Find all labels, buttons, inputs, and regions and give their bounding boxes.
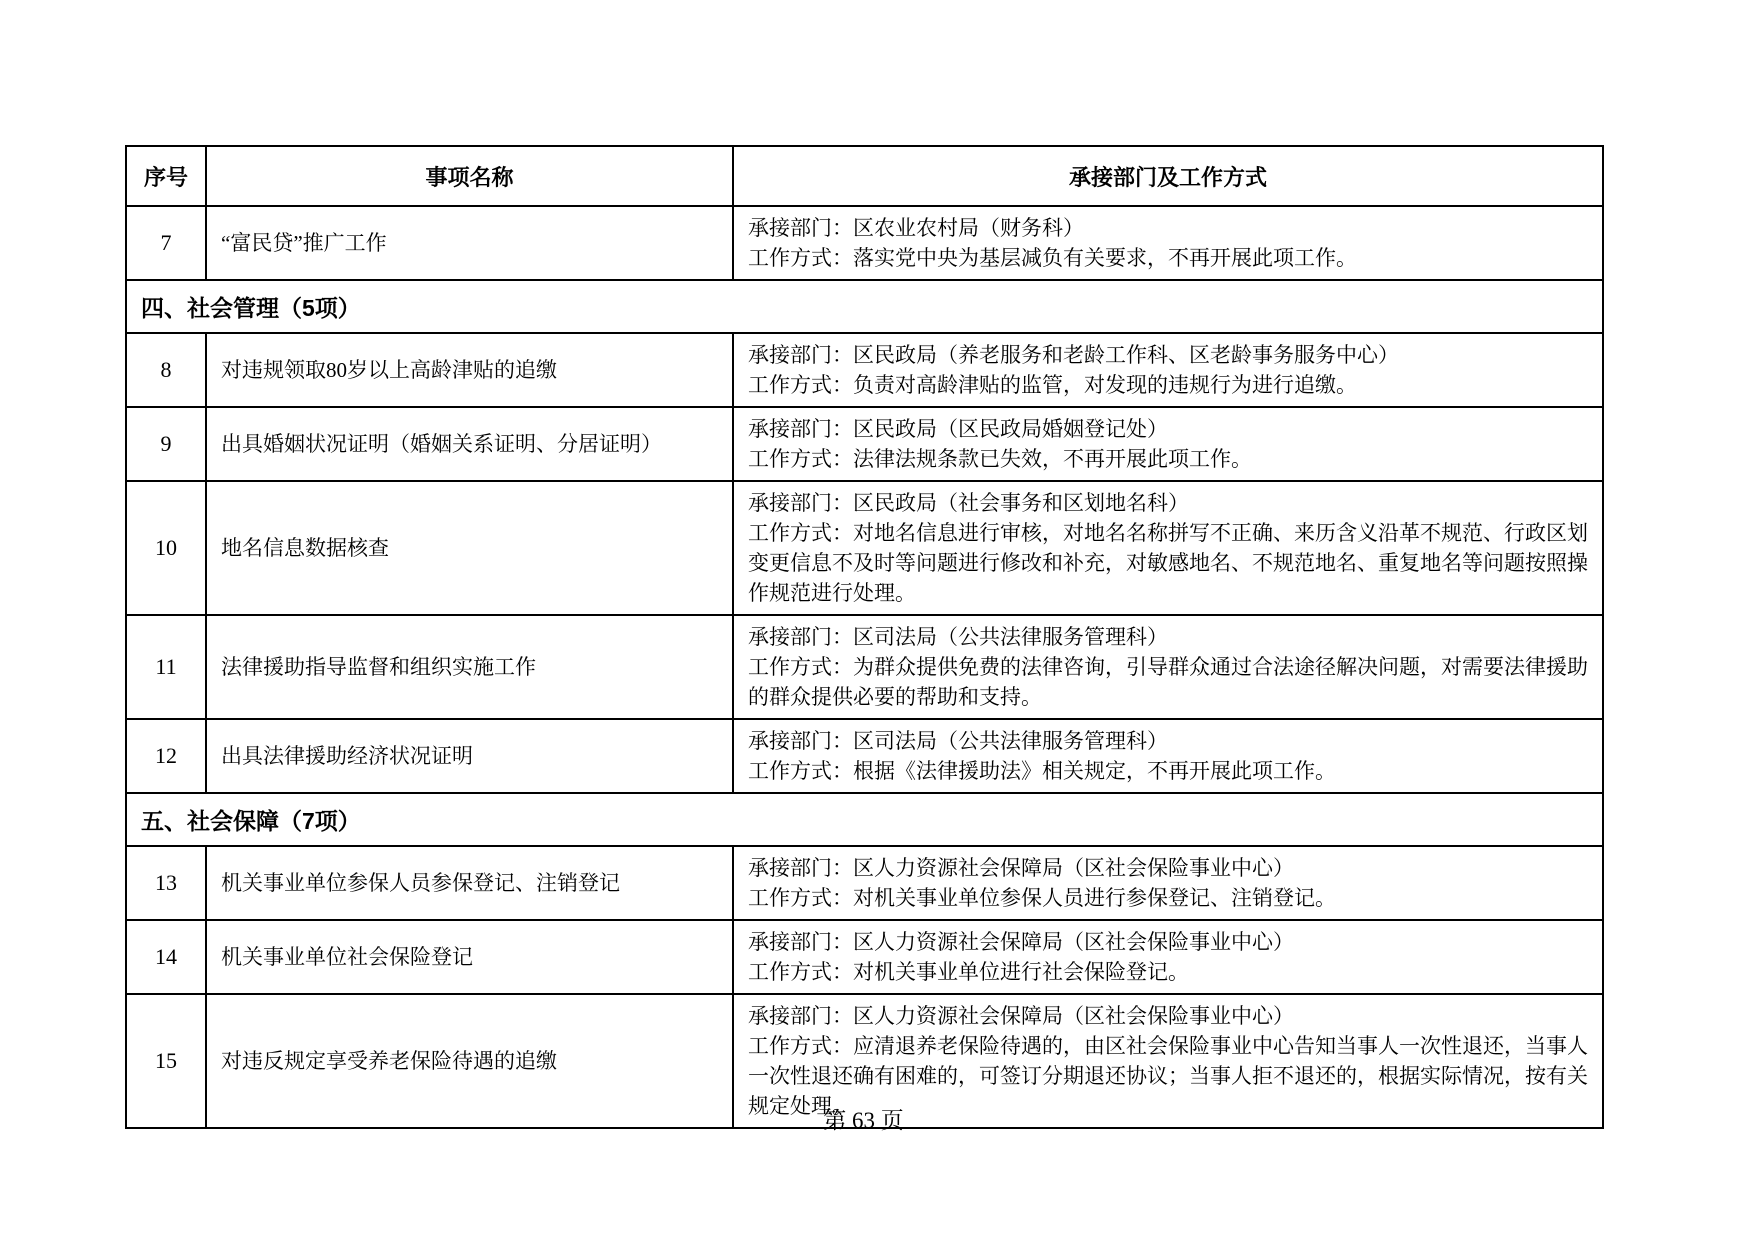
table-row (126, 920, 1603, 994)
dept-method-cell (733, 481, 1603, 615)
dept-method-cell (733, 719, 1603, 793)
dept-method-cell (733, 615, 1603, 719)
method-line: 工作方式：应清退养老保险待遇的，由区社会保险事业中心告知当事人一次性退还，当事人一次性退还确有困难的，可签订分期退还协议；当事人拒不退还的，根据实际情况，按有关规定处理。 (748, 1034, 1588, 1118)
table-row (126, 333, 1603, 407)
method-line: 工作方式：对机关事业单位进行社会保险登记。 (748, 960, 1189, 984)
table-row (126, 719, 1603, 793)
row-number-cell: 14 (126, 920, 206, 994)
dept-line: 承接部门：区民政局（养老服务和老龄工作科、区老龄事务服务中心） (748, 343, 1399, 367)
dept-line: 承接部门：区司法局（公共法律服务管理科） (748, 729, 1168, 753)
item-name-cell: 对违规领取80岁以上高龄津贴的追缴 (206, 333, 733, 407)
item-name-cell: 出具婚姻状况证明（婚姻关系证明、分居证明） (206, 407, 733, 481)
item-name-cell: 出具法律援助经济状况证明 (206, 719, 733, 793)
dept-line: 承接部门：区人力资源社会保障局（区社会保险事业中心） (748, 856, 1294, 880)
reassignment-items-table (125, 145, 1604, 1129)
method-line: 工作方式：落实党中央为基层减负有关要求，不再开展此项工作。 (748, 246, 1357, 270)
dept-line: 承接部门：区民政局（社会事务和区划地名科） (748, 491, 1189, 515)
dept-line: 承接部门：区农业农村局（财务科） (748, 216, 1084, 240)
col-header-dept: 承接部门及工作方式 (733, 146, 1603, 206)
section-title: 四、社会管理（5项） (126, 280, 1603, 333)
row-number-cell: 8 (126, 333, 206, 407)
dept-method-cell (733, 920, 1603, 994)
dept-method-cell (733, 846, 1603, 920)
dept-line: 承接部门：区民政局（区民政局婚姻登记处） (748, 417, 1168, 441)
item-name-cell: 机关事业单位参保人员参保登记、注销登记 (206, 846, 733, 920)
table-row (126, 481, 1603, 615)
method-line: 工作方式：为群众提供免费的法律咨询，引导群众通过合法途径解决问题，对需要法律援助的群众提供必要的帮助和支持。 (748, 655, 1588, 709)
method-line: 工作方式：对地名信息进行审核，对地名名称拼写不正确、来历含义沿革不规范、行政区划变更信息不及时等问题进行修改和补充，对敏感地名、不规范地名、重复地名等问题按照操作规范进行处理。 (748, 521, 1588, 605)
page-number: 第 63 页 (823, 1108, 904, 1133)
section-row (126, 280, 1603, 333)
table-row (126, 206, 1603, 280)
item-name-cell: “富民贷”推广工作 (206, 206, 733, 280)
item-name-cell: 地名信息数据核查 (206, 481, 733, 615)
item-name-cell: 机关事业单位社会保险登记 (206, 920, 733, 994)
dept-method-cell (733, 333, 1603, 407)
method-line: 工作方式：法律法规条款已失效，不再开展此项工作。 (748, 447, 1252, 471)
col-header-name: 事项名称 (206, 146, 733, 206)
section-title: 五、社会保障（7项） (126, 793, 1603, 846)
method-line: 工作方式：根据《法律援助法》相关规定，不再开展此项工作。 (748, 759, 1336, 783)
row-number-cell: 12 (126, 719, 206, 793)
row-number-cell: 7 (126, 206, 206, 280)
row-number-cell: 13 (126, 846, 206, 920)
method-line: 工作方式：对机关事业单位参保人员进行参保登记、注销登记。 (748, 886, 1336, 910)
table-header-row (126, 146, 1603, 206)
col-header-num: 序号 (126, 146, 206, 206)
row-number-cell: 15 (126, 994, 206, 1128)
dept-line: 承接部门：区司法局（公共法律服务管理科） (748, 625, 1168, 649)
table-row (126, 615, 1603, 719)
dept-method-cell (733, 206, 1603, 280)
row-number-cell: 11 (126, 615, 206, 719)
method-line: 工作方式：负责对高龄津贴的监管，对发现的违规行为进行追缴。 (748, 373, 1357, 397)
row-number-cell: 10 (126, 481, 206, 615)
row-number-cell: 9 (126, 407, 206, 481)
dept-method-cell (733, 407, 1603, 481)
table-row (126, 846, 1603, 920)
item-name-cell: 对违反规定享受养老保险待遇的追缴 (206, 994, 733, 1128)
item-name-cell: 法律援助指导监督和组织实施工作 (206, 615, 733, 719)
section-row (126, 793, 1603, 846)
dept-line: 承接部门：区人力资源社会保障局（区社会保险事业中心） (748, 930, 1294, 954)
table-row (126, 407, 1603, 481)
dept-line: 承接部门：区人力资源社会保障局（区社会保险事业中心） (748, 1004, 1294, 1028)
